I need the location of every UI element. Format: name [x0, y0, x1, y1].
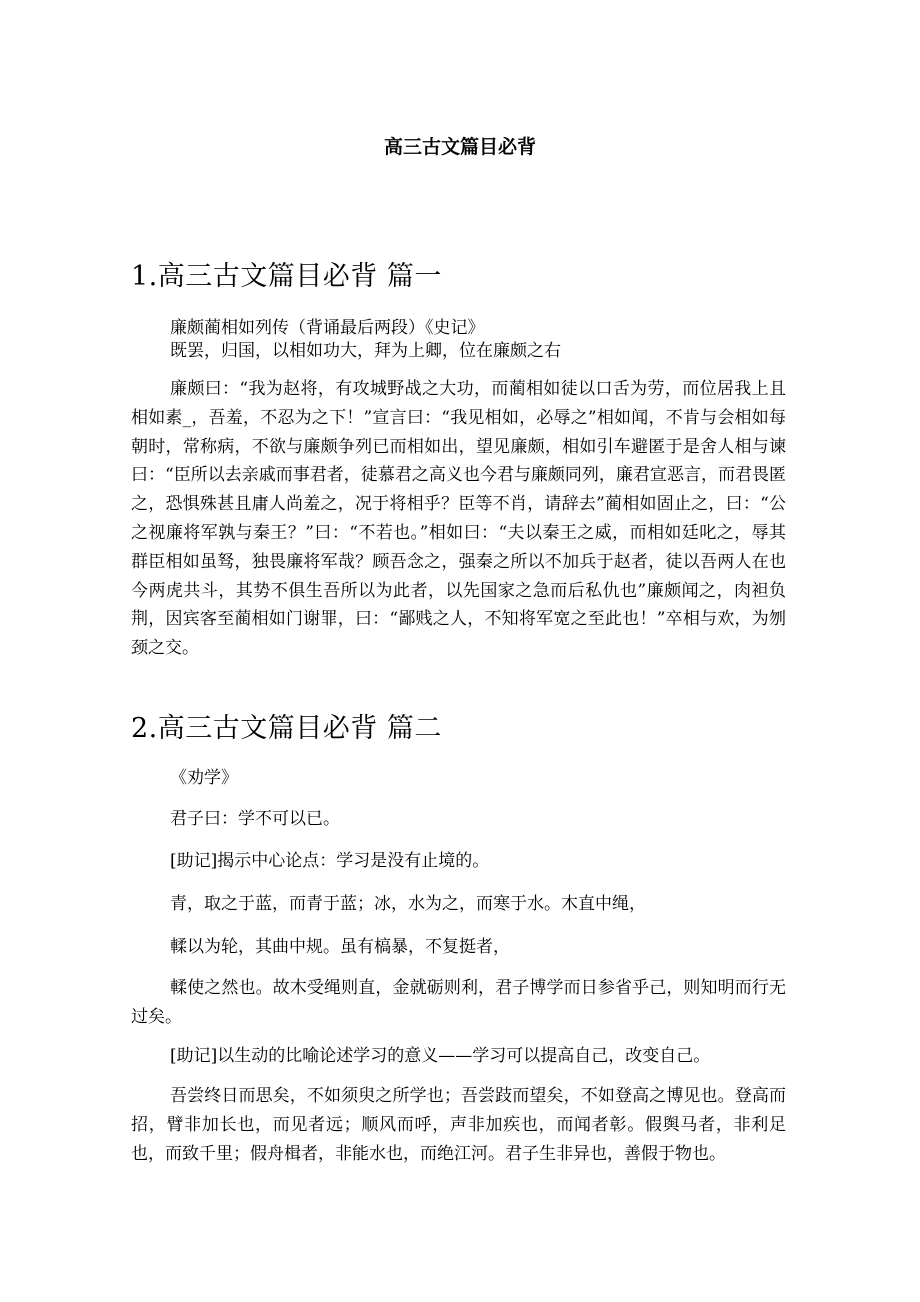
section-2-paragraph-2: [助记]揭示中心论点：学习是没有止境的。 — [170, 851, 490, 871]
section-2-paragraph-5: 輮使之然也。故木受绳则直，金就砺则利，君子博学而日参省乎己，则知明而行无过矣。 — [131, 978, 786, 1027]
section-2-heading: 2.高三古文篇目必背 篇二 — [131, 713, 442, 744]
document-title: 高三古文篇目必背 — [383, 136, 536, 158]
section-1-intro-line: 既罢，归国，以相如功大，拜为上卿，位在廉颇之右 — [170, 341, 561, 361]
section-2-paragraph-6: [助记]以生动的比喻论述学习的意义——学习可以提高自己，改变自己。 — [170, 1046, 711, 1066]
section-2-paragraph-3: 青，取之于蓝，而青于蓝；冰，水为之，而寒于水。木直中绳， — [170, 894, 646, 914]
section-2-paragraph-1: 君子曰：学不可以已。 — [170, 809, 340, 829]
section-1-paragraph: 廉颇曰：“我为赵将，有攻城野战之大功，而蔺相如徒以口舌为劳，而位居我上且相如素_，吾羞，不忍为之下！”宣言曰：“我见相如，必辱之”相如闻，不肯与会相如每朝时，常称病，不欲与廉颇争列已而相如出，望见廉颇，相如引车避匿于是舍人相与谏曰：“臣所以去亲戚而事君者，徒慕君之高义也今君与廉颇同列，廉君宣恶言，而君畏匿之，恐惧殊甚且庸人尚羞之，况于将相乎？臣等不肖，请辞去”蔺相如固止之，曰：“公之视廉将军孰与秦王？”曰：“不若也。”相如曰：“夫以秦王之威，而相如廷叱之，辱其群臣相如虽驽，独畏廉将军哉？顾吾念之，强秦之所以不加兵于赵者，徒以吾两人在也今两虎共斗，其势不俱生吾所以为此者，以先国家之急而后私仇也”廉颇闻之，肉袒负荆，因宾客至蔺相如门谢罪，曰：“鄙贱之人，不知将军宽之至此也！”卒相与欢，为刎颈之交。 — [131, 379, 786, 659]
section-1-source-line: 廉颇蔺相如列传（背诵最后两段）《史记》 — [170, 318, 485, 338]
section-1-heading: 1.高三古文篇目必背 篇一 — [131, 261, 442, 292]
section-2-paragraph-4: 輮以为轮，其曲中规。虽有槁暴，不复挺者， — [170, 937, 510, 957]
section-2-book-title: 《劝学》 — [170, 768, 238, 788]
section-2-paragraph-7: 吾尝终日而思矣，不如须臾之所学也；吾尝跂而望矣，不如登高之博见也。登高而招，臂非加长也，而见者远；顺风而呼，声非加疾也，而闻者彰。假舆马者，非利足也，而致千里；假舟楫者，非能水也，而绝江河。君子生非异也，善假于物也。 — [131, 1086, 786, 1164]
